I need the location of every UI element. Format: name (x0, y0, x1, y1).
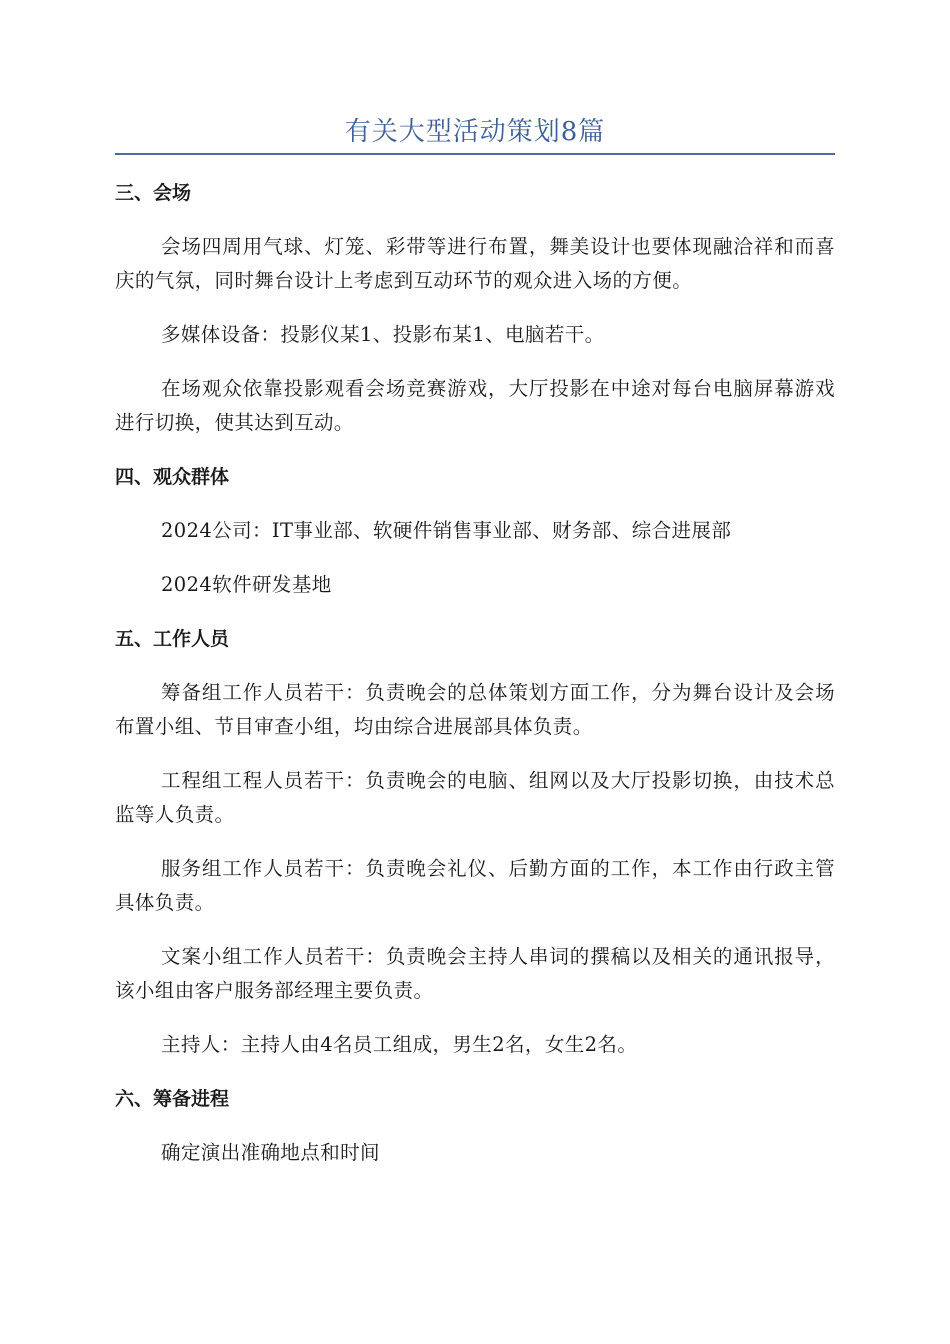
paragraph: 2024公司：IT事业部、软硬件销售事业部、财务部、综合进展部 (161, 519, 732, 542)
section-heading-audience: 四、观众群体 (115, 466, 230, 488)
document-title: 有关大型活动策划8篇 (344, 117, 606, 147)
paragraph: 会场四周用气球、灯笼、彩带等进行布置，舞美设计也要体现融洽祥和而喜庆的气氛，同时舞台设计上考虑到互动环节的观众进入场的方便。 (115, 235, 835, 292)
section-heading-staff: 五、工作人员 (115, 628, 230, 650)
paragraph: 筹备组工作人员若干：负责晚会的总体策划方面工作，分为舞台设计及会场布置小组、节目审查小组，均由综合进展部具体负责。 (115, 681, 835, 738)
paragraph: 多媒体设备：投影仪某1、投影布某1、电脑若干。 (161, 323, 605, 346)
paragraph: 2024软件研发基地 (161, 573, 332, 596)
title-underline (115, 153, 835, 155)
section-heading-venue: 三、会场 (115, 182, 192, 204)
paragraph: 服务组工作人员若干：负责晚会礼仪、后勤方面的工作，本工作由行政主管具体负责。 (115, 857, 835, 914)
paragraph: 主持人：主持人由4名员工组成，男生2名，女生2名。 (161, 1033, 638, 1056)
paragraph: 文案小组工作人员若干：负责晚会主持人串词的撰稿以及相关的通讯报导，该小组由客户服务部经理主要负责。 (115, 945, 835, 1002)
paragraph: 工程组工程人员若干：负责晚会的电脑、组网以及大厅投影切换，由技术总监等人负责。 (115, 769, 835, 826)
section-heading-preparation: 六、筹备进程 (115, 1088, 230, 1110)
paragraph: 在场观众依靠投影观看会场竞赛游戏，大厅投影在中途对每台电脑屏幕游戏进行切换，使其达到互动。 (115, 377, 835, 434)
paragraph: 确定演出准确地点和时间 (161, 1141, 380, 1164)
document-body (115, 176, 835, 1190)
